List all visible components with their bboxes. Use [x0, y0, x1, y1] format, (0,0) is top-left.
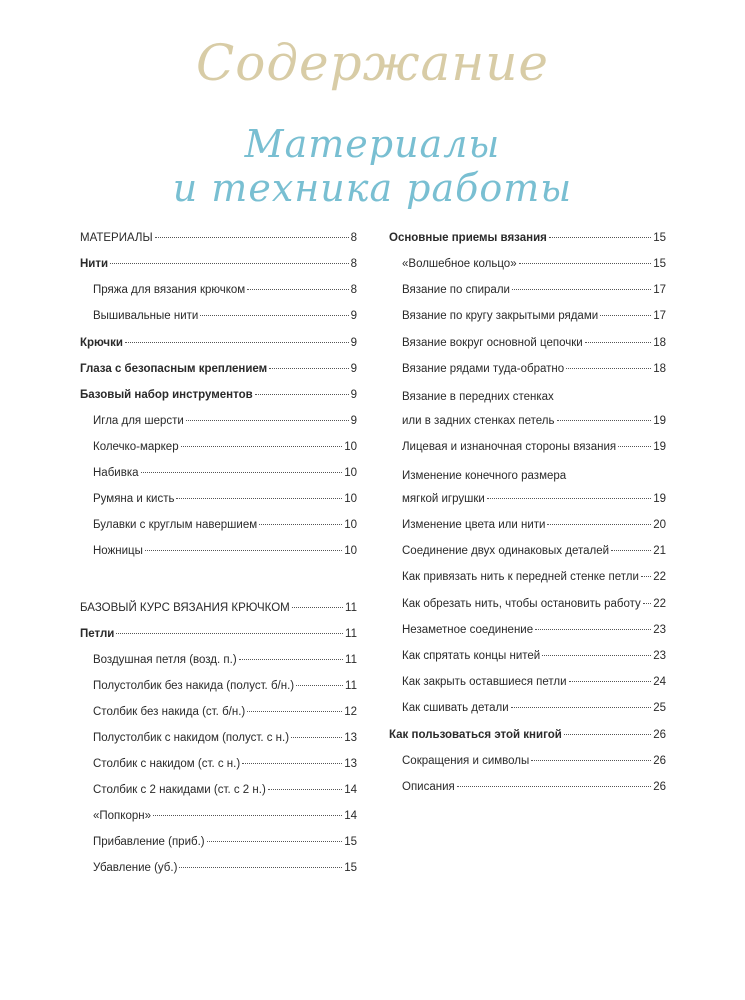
toc-entry-page: 23: [653, 650, 666, 662]
toc-entry-page: 15: [344, 862, 357, 874]
toc-entry: [80, 600, 357, 616]
toc-entry-title: БАЗОВЫЙ КУРС ВЯЗАНИЯ КРЮЧКОМ: [80, 602, 290, 614]
toc-entry-title: Незаметное соединение: [402, 624, 534, 636]
toc-entry: [402, 413, 666, 429]
toc-entry-page: 10: [344, 519, 357, 531]
toc-entry: [402, 779, 666, 795]
toc-entry-page: 9: [350, 337, 357, 349]
dot-leader: [141, 472, 343, 473]
toc-entry-title: Игла для шерсти: [93, 415, 184, 427]
toc-entry: [93, 543, 357, 559]
toc-entry-title: Сокращения и символы: [402, 755, 530, 767]
toc-entry-title: Изменение цвета или нити: [402, 519, 546, 531]
toc-entry: [93, 652, 357, 668]
toc-entry-page: 12: [344, 706, 357, 718]
toc-entry-title: Описания: [402, 781, 455, 793]
toc-entry: [93, 678, 357, 694]
toc-entry: [402, 468, 666, 484]
dot-leader: [566, 368, 651, 369]
toc-entry: [402, 361, 666, 377]
toc-entry: [93, 808, 357, 824]
dot-leader: [457, 786, 651, 787]
toc-entry: [80, 361, 357, 377]
dot-leader: [110, 263, 349, 264]
section-title-line2: и техника работы: [172, 166, 573, 210]
dot-leader: [239, 659, 343, 660]
toc-entry: [93, 517, 357, 533]
toc-entry-page: 11: [345, 628, 357, 640]
toc-entry-page: 11: [345, 680, 357, 692]
toc-entry-page: 11: [345, 654, 357, 666]
toc-entry-title: Булавки с круглым навершием: [93, 519, 258, 531]
dot-leader: [519, 263, 652, 264]
toc-entry-title: Базовый набор инструментов: [80, 389, 253, 401]
toc-entry-page: 18: [653, 337, 666, 349]
section-title-line1: Материалы: [244, 122, 501, 166]
toc-entry: [402, 674, 666, 690]
page-title: Содержание: [195, 34, 550, 92]
toc-entry: [93, 860, 357, 876]
toc-entry: [402, 622, 666, 638]
toc-entry: [402, 256, 666, 272]
dot-leader: [125, 342, 349, 343]
toc-entry: [80, 626, 357, 642]
toc-entry-page: 9: [350, 415, 357, 427]
toc-entry-page: 8: [350, 284, 357, 296]
toc-entry-title: Полустолбик без накида (полуст. б/н.): [93, 680, 295, 692]
toc-entry: [402, 753, 666, 769]
toc-entry-page: 14: [344, 784, 357, 796]
toc-entry-page: 9: [350, 389, 357, 401]
dot-leader: [186, 420, 349, 421]
toc-entry-title: «Волшебное кольцо»: [402, 258, 517, 270]
toc-entry-page: 25: [653, 702, 666, 714]
dot-leader: [255, 394, 349, 395]
toc-entry: [80, 387, 357, 403]
toc-entry-title: МАТЕРИАЛЫ: [80, 232, 153, 244]
toc-entry: [402, 569, 666, 585]
toc-entry-page: 17: [653, 284, 666, 296]
toc-entry: [402, 491, 666, 507]
toc-entry-page: 23: [653, 624, 666, 636]
toc-entry-page: 13: [344, 732, 357, 744]
toc-entry-page: 8: [350, 232, 357, 244]
toc-entry-title: Глаза с безопасным креплением: [80, 363, 268, 375]
dot-leader: [153, 815, 342, 816]
dot-leader: [268, 789, 342, 790]
toc-entry: [93, 282, 357, 298]
toc-entry-page: 15: [344, 836, 357, 848]
toc-entry-title: Вышивальные нити: [93, 310, 199, 322]
toc-entry-page: 20: [653, 519, 666, 531]
toc-entry-title: Как закрыть оставшиеся петли: [402, 676, 567, 688]
toc-entry: [93, 308, 357, 324]
toc-entry: [93, 491, 357, 507]
toc-entry-page: 10: [344, 493, 357, 505]
toc-entry: [80, 256, 357, 272]
toc-entry-title: Вязание рядами туда-обратно: [402, 363, 565, 375]
toc-entry-title: Изменение конечного размера: [402, 470, 567, 482]
toc-entry: [402, 282, 666, 298]
toc-entry-page: 11: [345, 602, 357, 614]
toc-entry-title: Румяна и кисть: [93, 493, 175, 505]
toc-entry-title: Прибавление (приб.): [93, 836, 205, 848]
toc-entry-page: 19: [653, 493, 666, 505]
dot-leader: [643, 603, 651, 604]
dot-leader: [641, 576, 651, 577]
toc-entry-title: Убавление (уб.): [93, 862, 178, 874]
dot-leader: [200, 315, 348, 316]
dot-leader: [611, 550, 651, 551]
toc-entry-page: 26: [653, 729, 666, 741]
toc-entry-title: Как пользоваться этой книгой: [389, 729, 562, 741]
toc-entry: [93, 704, 357, 720]
dot-leader: [557, 420, 652, 421]
dot-leader: [547, 524, 651, 525]
toc-entry-page: 17: [653, 310, 666, 322]
toc-entry-title: Ножницы: [93, 545, 143, 557]
dot-leader: [535, 629, 651, 630]
toc-entry-page: 24: [653, 676, 666, 688]
toc-entry-page: 10: [344, 467, 357, 479]
dot-leader: [296, 685, 343, 686]
toc-entry-page: 14: [344, 810, 357, 822]
dot-leader: [487, 498, 651, 499]
toc-entry-title: Вязание в передних стенках: [402, 391, 554, 403]
toc-entry-title: Столбик без накида (ст. б/н.): [93, 706, 246, 718]
toc-entry-title: Вязание по кругу закрытыми рядами: [402, 310, 599, 322]
dot-leader: [511, 707, 652, 708]
toc-entry: [93, 439, 357, 455]
toc-entry-page: 10: [344, 545, 357, 557]
dot-leader: [145, 550, 342, 551]
toc-entry: [402, 700, 666, 716]
toc-entry: [402, 335, 666, 351]
toc-entry-title: Крючки: [80, 337, 123, 349]
toc-entry-title: Столбик с накидом (ст. с н.): [93, 758, 241, 770]
dot-leader: [291, 737, 342, 738]
toc-entry-page: 9: [350, 310, 357, 322]
dot-leader: [116, 633, 343, 634]
dot-leader: [181, 446, 343, 447]
toc-entry-title: Пряжа для вязания крючком: [93, 284, 246, 296]
toc-entry-page: 22: [653, 598, 666, 610]
toc-entry: [402, 648, 666, 664]
toc-entry-page: 19: [653, 415, 666, 427]
toc-entry: [93, 834, 357, 850]
dot-leader: [242, 763, 342, 764]
toc-entry-title: мягкой игрушки: [402, 493, 485, 505]
toc-entry-title: Соединение двух одинаковых деталей: [402, 545, 610, 557]
toc-entry-title: Набивка: [93, 467, 139, 479]
toc-entry-page: 22: [653, 571, 666, 583]
toc-entry-title: Нити: [80, 258, 109, 270]
toc-entry: [402, 543, 666, 559]
toc-entry-title: Как сшивать детали: [402, 702, 509, 714]
toc-entry-page: 26: [653, 781, 666, 793]
toc-entry: [80, 335, 357, 351]
toc-entry: [93, 730, 357, 746]
dot-leader: [292, 607, 343, 608]
toc-entry: [402, 389, 666, 405]
toc-entry-title: Воздушная петля (возд. п.): [93, 654, 237, 666]
toc-entry-page: 10: [344, 441, 357, 453]
toc-entry-title: Столбик с 2 накидами (ст. с 2 н.): [93, 784, 266, 796]
toc-entry: [93, 782, 357, 798]
toc-entry: [93, 756, 357, 772]
toc-entry: [402, 308, 666, 324]
dot-leader: [585, 342, 652, 343]
toc-entry-page: 15: [653, 232, 666, 244]
toc-entry: [402, 596, 666, 612]
toc-entry: [80, 230, 357, 246]
toc-entry-page: 15: [653, 258, 666, 270]
toc-entry: [93, 413, 357, 429]
toc-entry: [402, 439, 666, 455]
toc-entry-page: 18: [653, 363, 666, 375]
toc-entry-title: Как спрятать концы нитей: [402, 650, 541, 662]
dot-leader: [618, 446, 651, 447]
dot-leader: [600, 315, 651, 316]
toc-entry-page: 8: [350, 258, 357, 270]
toc-entry-title: Колечко-маркер: [93, 441, 179, 453]
dot-leader: [549, 237, 651, 238]
dot-leader: [179, 867, 342, 868]
toc-entry-page: 19: [653, 441, 666, 453]
toc-entry: [389, 727, 666, 743]
toc-entry-title: Как привязать нить к передней стенке петли: [402, 571, 639, 583]
toc-entry-title: Лицевая и изнаночная стороны вязания: [402, 441, 617, 453]
toc-entry-page: 21: [653, 545, 666, 557]
dot-leader: [176, 498, 342, 499]
toc-entry-title: Полустолбик с накидом (полуст. с н.): [93, 732, 290, 744]
dot-leader: [531, 760, 651, 761]
toc-entry: [389, 230, 666, 246]
toc-entry-title: Вязание вокруг основной цепочки: [402, 337, 583, 349]
toc-entry-page: 26: [653, 755, 666, 767]
dot-leader: [259, 524, 342, 525]
toc-entry-title: «Попкорн»: [93, 810, 151, 822]
dot-leader: [247, 289, 348, 290]
dot-leader: [542, 655, 651, 656]
toc-entry: [93, 465, 357, 481]
toc-entry-title: Вязание по спирали: [402, 284, 510, 296]
dot-leader: [155, 237, 349, 238]
toc-entry-page: 13: [344, 758, 357, 770]
toc-entry-page: 9: [350, 363, 357, 375]
toc-entry: [402, 517, 666, 533]
toc-entry-title: Петли: [80, 628, 115, 640]
dot-leader: [207, 841, 343, 842]
dot-leader: [569, 681, 652, 682]
toc-entry-title: Основные приемы вязания: [389, 232, 547, 244]
dot-leader: [564, 734, 651, 735]
dot-leader: [247, 711, 342, 712]
dot-leader: [269, 368, 348, 369]
toc-entry-title: Как обрезать нить, чтобы остановить работу: [402, 598, 641, 610]
toc-entry-title: или в задних стенках петель: [402, 415, 555, 427]
dot-leader: [512, 289, 651, 290]
